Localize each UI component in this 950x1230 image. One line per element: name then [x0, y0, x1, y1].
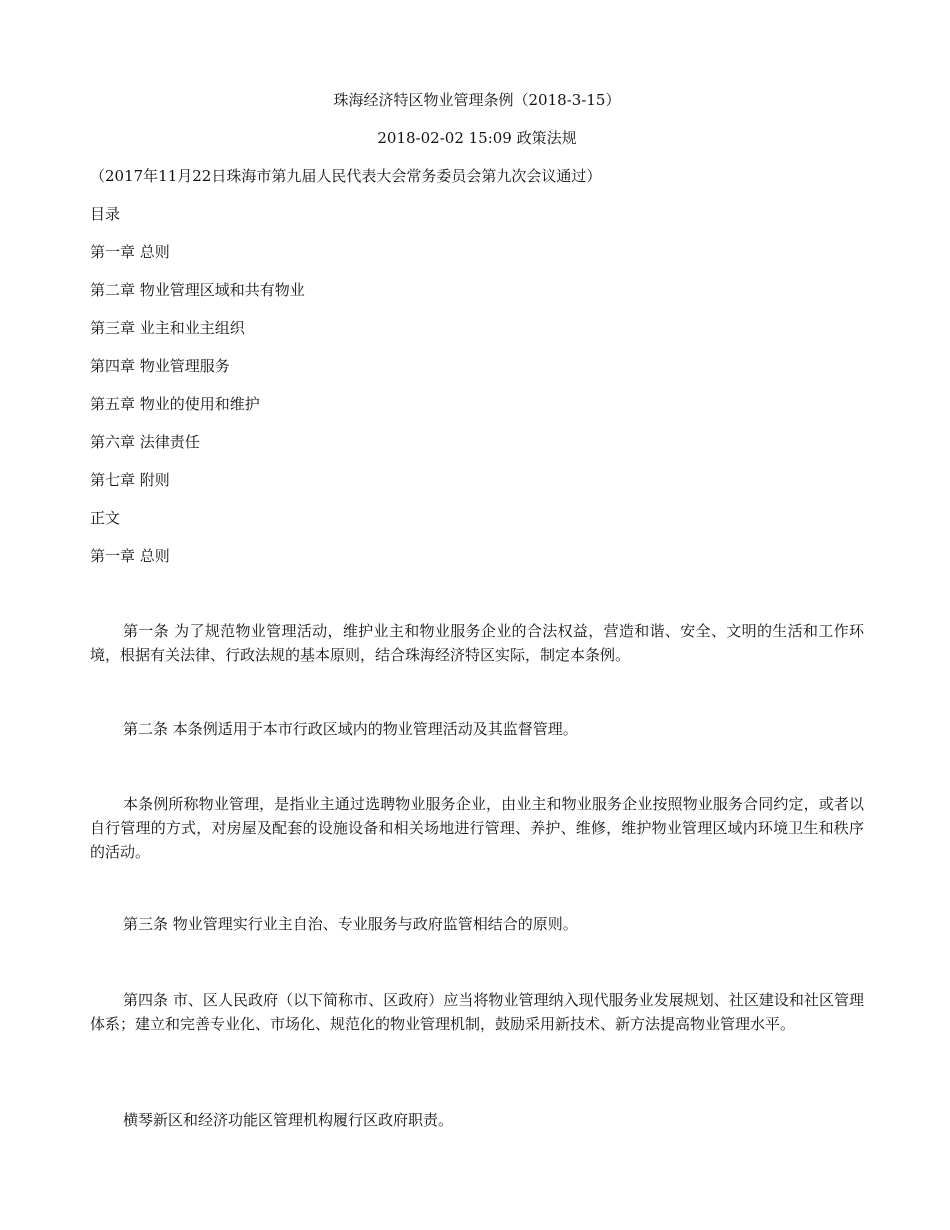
article-2-paragraph: 第二条 本条例适用于本市行政区域内的物业管理活动及其监督管理。	[123, 720, 578, 738]
toc-heading: 目录	[90, 205, 121, 223]
toc-item-chapter-2: 第二章 物业管理区域和共有物业	[90, 281, 305, 299]
article-3-paragraph: 第三条 物业管理实行业主自治、专业服务与政府监管相结合的原则。	[123, 915, 578, 933]
toc-item-chapter-4: 第四章 物业管理服务	[90, 357, 230, 375]
chapter-1-heading: 第一章 总则	[90, 547, 170, 565]
adoption-note: （2017年11月22日珠海市第九届人民代表大会常务委员会第九次会议通过）	[90, 167, 602, 185]
document-title: 珠海经济特区物业管理条例（2018-3-15）	[333, 91, 621, 109]
toc-item-chapter-3: 第三章 业主和业主组织	[90, 319, 245, 337]
toc-item-chapter-5: 第五章 物业的使用和维护	[90, 395, 260, 413]
toc-item-chapter-1: 第一章 总则	[90, 243, 170, 261]
article-4-paragraph: 第四条 市、区人民政府（以下简称市、区政府）应当将物业管理纳入现代服务业发展规划、社区建设和社区管理体系；建立和完善专业化、市场化、规范化的物业管理机制，鼓励采用新技术、新方法提高物业管理水平。	[90, 991, 864, 1033]
toc-item-chapter-6: 第六章 法律责任	[90, 433, 200, 451]
article-4-hengqin-paragraph: 横琴新区和经济功能区管理机构履行区政府职责。	[123, 1111, 454, 1129]
body-heading: 正文	[90, 509, 121, 527]
article-2-definition-paragraph: 本条例所称物业管理，是指业主通过选聘物业服务企业，由业主和物业服务企业按照物业服务合同约定，或者以自行管理的方式，对房屋及配套的设施设备和相关场地进行管理、养护、维修，维护物业管理区域内环境卫生和秩序的活动。	[90, 795, 864, 861]
toc-item-chapter-7: 第七章 附则	[90, 471, 170, 489]
article-1-paragraph: 第一条 为了规范物业管理活动，维护业主和物业服务企业的合法权益，营造和谐、安全、文明的生活和工作环境，根据有关法律、行政法规的基本原则，结合珠海经济特区实际，制定本条例。	[90, 622, 864, 664]
publish-meta: 2018-02-02 15:09 政策法规	[377, 129, 577, 147]
